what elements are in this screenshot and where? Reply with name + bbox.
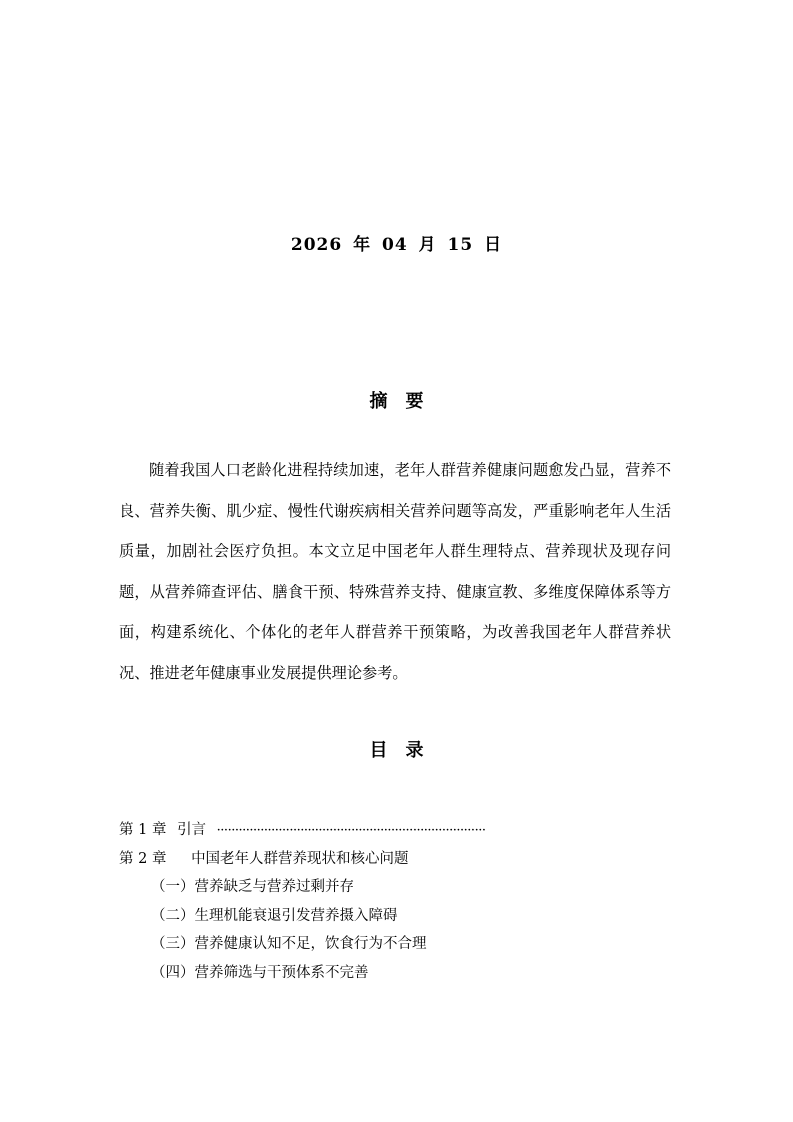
abstract-heading: 摘要 [369, 391, 442, 412]
toc-entry-section-3[interactable]: （三）营养健康认知不足，饮食行为不合理 [151, 936, 427, 953]
toc-entry-section-2[interactable]: （二）生理机能衰退引发营养摄入障碍 [151, 907, 398, 924]
toc-entry-chapter-2[interactable] [119, 845, 679, 874]
toc-chapter-number: 第 2 章 [119, 850, 167, 867]
toc-dot-leader: ·········································································· [216, 823, 486, 838]
abstract-body: 随着我国人口老龄化进程持续加速，老年人群营养健康问题愈发凸显，营养不良、营养失衡、肌少症、慢性代谢疾病相关营养问题等高发，严重影响老年人生活质量，加剧社会医疗负担。本文立足中国老年人群生理特点、营养现状及现存问题，从营养筛查评估、膳食干预、特殊营养支持、健康宣教、多维度保障体系等方面，构建系统化、个体化的老年人群营养干预策略，为改善我国老年人群营养状况、推进老年健康事业发展提供理论参考。 [119, 461, 671, 682]
toc-entry-section-4[interactable]: （四）营养筛选与干预体系不完善 [151, 964, 369, 981]
toc-heading: 目录 [369, 740, 442, 761]
toc-chapter-number: 第 1 章 [119, 822, 167, 838]
table-of-contents [119, 816, 679, 988]
toc-chapter-title: 引言 [177, 822, 207, 838]
toc-chapter-title: 中国老年人群营养现状和核心问题 [191, 850, 409, 867]
document-date: 2026 年 04 月 15 日 [290, 235, 503, 255]
toc-entry-section-1[interactable]: （一）营养缺乏与营养过剩并存 [151, 879, 354, 896]
toc-entry-chapter-1[interactable] [119, 816, 679, 845]
